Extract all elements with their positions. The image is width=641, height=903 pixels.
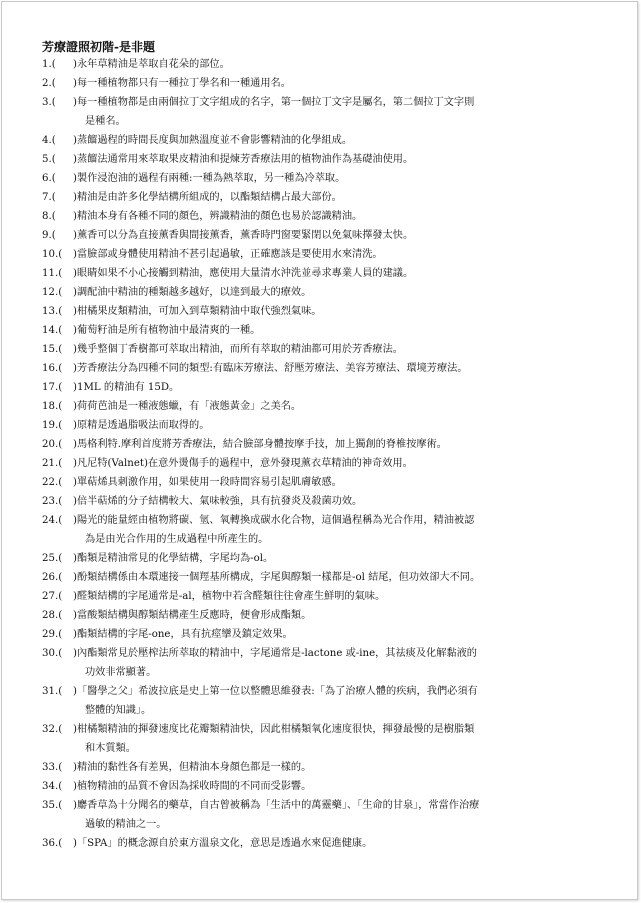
question-number: 28.( [42,610,63,621]
question-number: 6.( [42,173,56,184]
question-text: )當臉部或身體使用精油不甚引起過敏，正確應該是要使用水來清洗。 [73,249,383,260]
question-text: )倍半萜烯的分子結構較大、氣味較強，具有抗發炎及殺菌功效。 [73,496,363,507]
question-text: )精油的黏性各有差異，但精油本身顏色都是一樣的。 [73,762,312,773]
question-number: 32.( [42,724,63,735]
question-text: )荷荷芭油是一種液態蠟，有「液態黃金」之美名。 [73,401,302,412]
question-text: )永年草精油是萃取自花朵的部位。 [73,59,230,70]
question-number: 10.( [42,249,63,260]
question-number: 33.( [42,762,63,773]
question-text-continued: 過敏的精油之一。 [85,819,167,830]
question-number: 13.( [42,306,63,317]
question-number: 16.( [42,363,63,374]
question-text: )精油本身有各種不同的顏色，辨識精油的顏色也易於認識精油。 [73,211,363,222]
question-number: 11.( [42,268,63,279]
question-number: 35.( [42,800,63,811]
question-number: 21.( [42,458,63,469]
question-text: )每一種植物都只有一種拉丁學名和一種通用名。 [73,78,291,89]
question-text: )蒸餾法通常用來萃取果皮精油和提煉芳香療法用的植物油作為基礎油使用。 [73,154,414,165]
question-text-continued: 是種名。 [85,116,126,127]
question-number: 22.( [42,477,63,488]
question-text: )柑橘果皮類精油，可加入到草類精油中取代強烈氣味。 [73,306,322,317]
question-text: )酯類是精油常見的化學結構，字尾均為-ol。 [73,553,274,564]
question-text: )陽光的能量經由植物將碳、氫、氧轉換成碳水化合物，這個過程稱為光合作用，精油被認 [73,515,475,526]
question-number: 18.( [42,401,63,412]
question-text: )原精是透過脂吸法而取得的。 [73,420,210,431]
question-text: )蒸餾過程的時間長度與加熱溫度並不會影響精油的化學組成。 [73,135,353,146]
question-number: 8.( [42,211,56,222]
question-number: 15.( [42,344,63,355]
question-text-continued: 功效非常顯著。 [85,667,157,678]
question-text: )凡尼特(Valnet)在意外燙傷手的過程中，意外發現薰衣草精油的神奇效用。 [73,458,413,469]
question-text: )1ML 的精油有 15D。 [73,382,180,393]
question-number: 27.( [42,591,63,602]
question-text: )柑橘類精油的揮發速度比花瓣類精油快，因此柑橘類氧化速度很快，揮發最慢的是樹脂類 [73,724,475,735]
question-text: )薰香可以分為直接薰香與間接薰香，薰香時門窗要緊閉以免氣味擇發太快。 [73,230,414,241]
question-text: )酚類結構係由本環連接一個羥基所構成，字尾與醇類一樣都是-ol 結尾，但功效卻大不同。 [73,572,481,583]
question-number: 20.( [42,439,63,450]
question-number: 17.( [42,382,63,393]
question-text: )葡萄籽油是所有植物油中最清爽的一種。 [73,325,261,336]
question-text: )馬格利特.摩利首度將芳香療法，結合臉部身體按摩手技，加上獨創的脊椎按摩術。 [73,439,447,450]
question-number: 31.( [42,686,63,697]
question-text: )麝香草為十分聞名的藥草，自古曾被稱為「生活中的萬靈藥」、「生命的甘泉」，常當作治療 [73,800,480,811]
question-text: )調配油中精油的種類越多越好，以達到最大的療效。 [73,287,312,298]
document-page [1,1,638,900]
question-number: 4.( [42,135,56,146]
question-text-continued: 和木質類。 [85,743,136,754]
question-number: 34.( [42,781,63,792]
question-text-continued: 整體的知識」。 [85,705,152,716]
question-text: )「SPA」的概念源自於東方溫泉文化，意思是透過水來促進健康。 [73,838,373,849]
question-text: )眼睛如果不小心接觸到精油，應使用大量清水沖洗並尋求專業人員的建議。 [73,268,414,279]
question-text-continued: 為是由光合作用的生成過程中所產生的。 [85,534,269,545]
question-number: 29.( [42,629,63,640]
question-text: )酯類結構的字尾-one，具有抗痙攣及鎮定效果。 [73,629,293,640]
question-number: 36.( [42,838,63,849]
question-number: 9.( [42,230,56,241]
question-number: 1.( [42,59,56,70]
question-text: )植物精油的品質不會因為採收時間的不同而受影響。 [73,781,312,792]
question-text: )「醫學之父」希波拉底是史上第一位以整體思維發表:「為了治療人體的疾病，我們必須有 [73,686,478,697]
question-number: 30.( [42,648,63,659]
question-number: 3.( [42,97,56,108]
question-text: )每一種植物都是由兩個拉丁文字組成的名字，第一個拉丁文字是屬名，第二個拉丁文字則 [73,97,475,108]
question-text: )製作浸泡油的過程有兩種:一種為熱萃取，另一種為冷萃取。 [73,173,346,184]
question-text: )當酸類結構與醇類結構產生反應時，便會形成酯類。 [73,610,312,621]
question-text: )幾乎整個丁香樹都可萃取出精油，而所有萃取的精油都可用於芳香療法。 [73,344,403,355]
question-number: 5.( [42,154,56,165]
question-text: )芳香療法分為四種不同的類型:有臨床芳療法、舒壓芳療法、美容芳療法、環境芳療法。 [73,363,468,374]
question-text: )醛類結構的字尾通常是-al，植物中若含醛類往往會產生鮮明的氣味。 [73,591,386,602]
question-text: )精油是由許多化學結構所組成的，以酯類結構占最大部份。 [73,192,342,203]
question-number: 19.( [42,420,63,431]
question-number: 2.( [42,78,56,89]
question-number: 26.( [42,572,63,583]
question-number: 23.( [42,496,63,507]
question-number: 14.( [42,325,63,336]
question-text: )單萜烯具刺激作用，如果使用一段時間容易引起肌膚敏感。 [73,477,342,488]
question-number: 12.( [42,287,63,298]
question-text: )內酯類常見於壓榨法所萃取的精油中，字尾通常是-lactone 或-ine，其祛痰及化解黏液的 [73,648,477,659]
question-number: 24.( [42,515,63,526]
question-number: 25.( [42,553,63,564]
page-title: 芳療證照初階-是非題 [42,40,155,54]
question-number: 7.( [42,192,56,203]
